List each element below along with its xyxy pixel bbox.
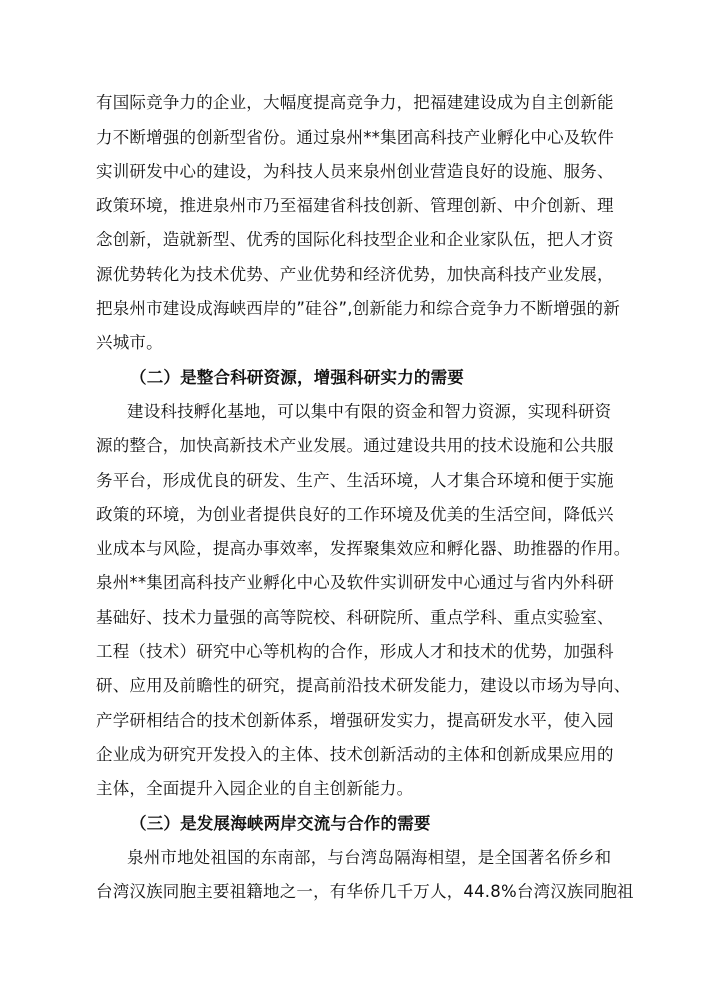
paragraph-line: 台湾汉族同胞主要祖籍地之一，有华侨几千万人，44.8%台湾汉族同胞祖: [96, 882, 634, 901]
paragraph-line: 务平台，形成优良的研发、生产、生活环境，人才集合环境和便于实施: [96, 471, 614, 490]
paragraph-line: 政策的环境，为创业者提供良好的工作环境及优美的生活空间，降低兴: [96, 505, 614, 524]
paragraph-line: 泉州**集团高科技产业孵化中心及软件实训研发中心通过与省内外科研: [96, 573, 614, 592]
paragraph-line: 政策环境，推进泉州市乃至福建省科技创新、管理创新、中介创新、理: [96, 196, 614, 215]
paragraph-line: 源优势转化为技术优势、产业优势和经济优势，加快高科技产业发展，: [96, 265, 614, 284]
paragraph-line: 有国际竞争力的企业，大幅度提高竞争力，把福建建设成为自主创新能: [96, 93, 614, 112]
paragraph-line: 建设科技孵化基地，可以集中有限的资金和智力资源，实现科研资: [127, 402, 612, 421]
paragraph-line: 业成本与风险，提高办事效率，发挥聚集效应和孵化器、助推器的作用。: [96, 539, 631, 558]
paragraph-line: 兴城市。: [96, 333, 163, 352]
section-heading: （二）是整合科研资源，增强科研实力的需要: [130, 368, 464, 387]
paragraph-line: 基础好、技术力量强的高等院校、科研院所、重点学科、重点实验室、: [96, 608, 614, 627]
paragraph-line: 念创新，造就新型、优秀的国际化科技型企业和企业家队伍，把人才资: [96, 230, 614, 249]
paragraph-line: 主体，全面提升入园企业的自主创新能力。: [96, 779, 414, 798]
paragraph-line: 研、应用及前瞻性的研究，提高前沿技术研发能力，建设以市场为导向、: [96, 676, 631, 695]
paragraph-line: 工程（技术）研究中心等机构的合作，形成人才和技术的优势，加强科: [96, 642, 614, 661]
paragraph-line: 力不断增强的创新型省份。通过泉州**集团高科技产业孵化中心及软件: [96, 128, 614, 147]
paragraph-line: 实训研发中心的建设，为科技人员来泉州创业营造良好的设施、服务、: [96, 162, 614, 181]
paragraph-line: 把泉州市建设成海峡西岸的”硅谷”,创新能力和综合竞争力不断增强的新: [96, 299, 620, 318]
section-heading: （三）是发展海峡两岸交流与合作的需要: [130, 814, 431, 833]
paragraph-line: 泉州市地处祖国的东南部，与台湾岛隔海相望，是全国著名侨乡和: [127, 848, 612, 867]
paragraph-line: 企业成为研究开发投入的主体、技术创新活动的主体和创新成果应用的: [96, 745, 614, 764]
paragraph-line: 产学研相结合的技术创新体系，增强研发实力，提高研发水平，使入园: [96, 711, 614, 730]
paragraph-line: 源的整合，加快高新技术产业发展。通过建设共用的技术设施和公共服: [96, 436, 614, 455]
